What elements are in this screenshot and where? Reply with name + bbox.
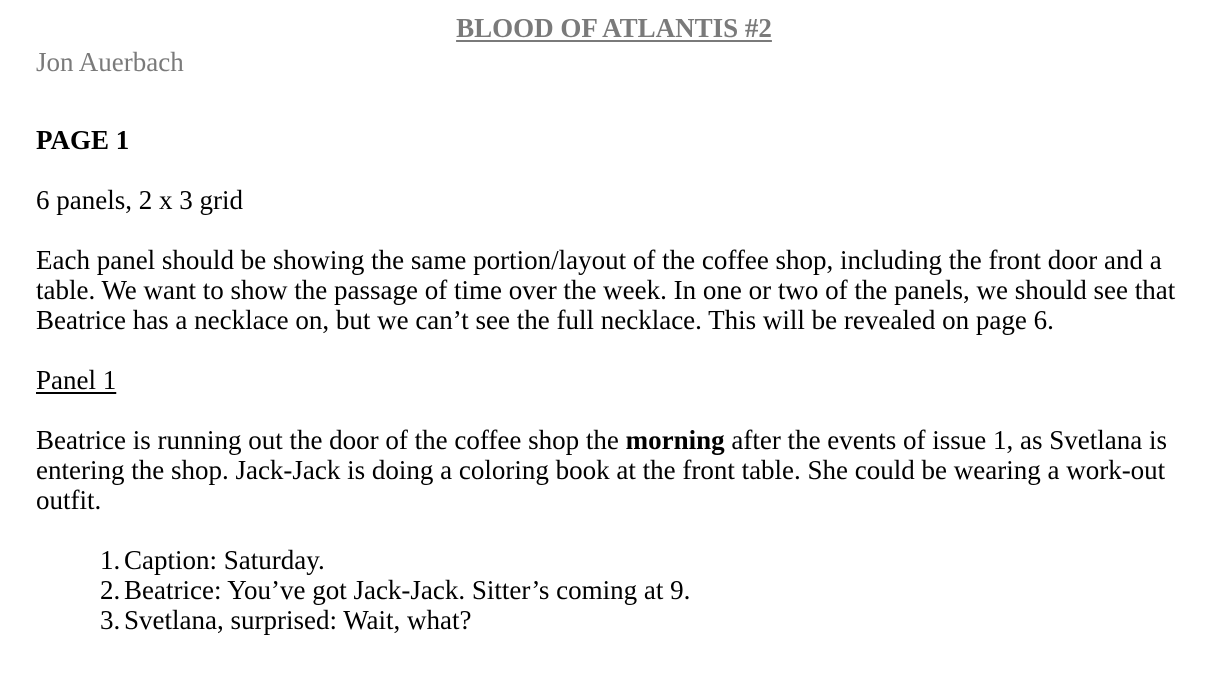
line-number-cell: [36, 605, 124, 635]
panel-description: [36, 425, 1186, 515]
script-line: [36, 545, 1186, 575]
line-number-cell: [36, 575, 124, 605]
script-line: [36, 605, 1186, 635]
panel-heading: [36, 365, 1186, 395]
line-number: 2.: [100, 575, 121, 605]
author-name: Jon Auerbach: [36, 47, 184, 77]
layout-note: 6 panels, 2 x 3 grid: [36, 185, 243, 215]
line-text: Caption: Saturday.: [124, 545, 325, 575]
title-wrap: [36, 10, 1192, 46]
panel-description-end: after the events of issue 1, as Svetlana is entering the shop. Jack-Jack is doing a coloring book at the front table. She could be wearing a work-out outfit.: [36, 425, 1167, 515]
line-number: 3.: [100, 605, 121, 635]
document-title: BLOOD OF ATLANTIS #2: [456, 13, 772, 43]
panel-heading-text: Panel 1: [36, 365, 117, 395]
line-text: Beatrice: You’ve got Jack-Jack. Sitter’s coming at 9.: [124, 575, 691, 605]
page-description: Each panel should be showing the same portion/layout of the coffee shop, including the front door and a table. We want to show the passage of time over the week. In one or two of the panels, we should see that Beatrice has a necklace on, but we can’t see the full necklace. This will be revealed on page 6.: [36, 245, 1176, 335]
page-heading: PAGE 1: [36, 125, 130, 155]
script-line: [36, 575, 1186, 605]
script-page: [36, 10, 1186, 635]
line-number: 1.: [100, 545, 121, 575]
panel-description-start: Beatrice is running out the door of the coffee shop the: [36, 425, 626, 455]
script-lines: [36, 545, 1186, 635]
line-text: Svetlana, surprised: Wait, what?: [124, 605, 472, 635]
panel-description-bold: morning: [625, 425, 725, 455]
line-number-cell: [36, 545, 124, 575]
